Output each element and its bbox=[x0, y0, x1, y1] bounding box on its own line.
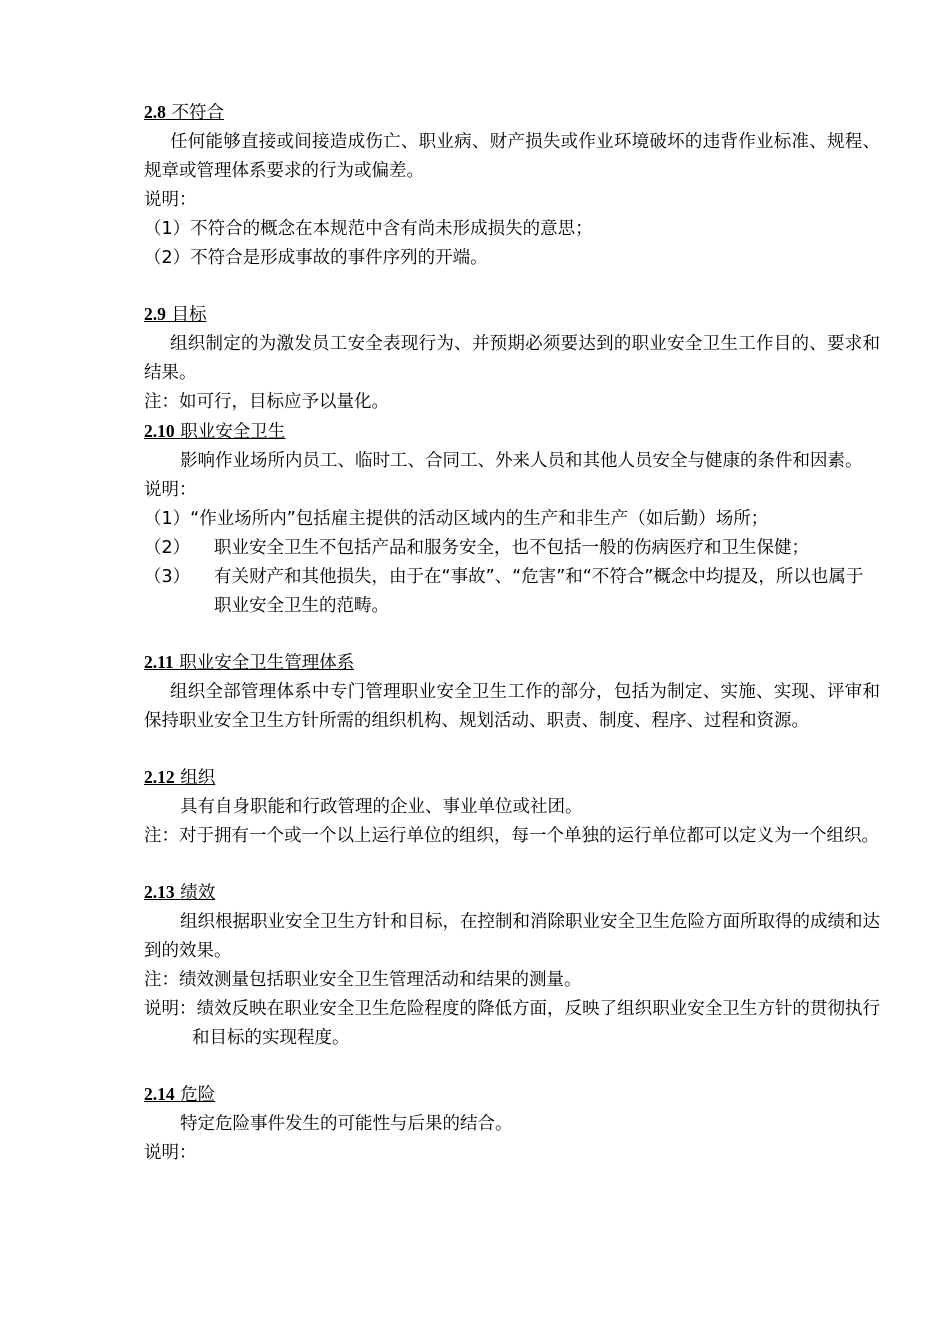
note-label: 说明： bbox=[144, 190, 197, 210]
section-2-12 bbox=[144, 763, 880, 851]
section-heading: 2.14 危险 bbox=[144, 1084, 216, 1105]
section-2-8 bbox=[144, 98, 880, 273]
explanation: 说明：绩效反映在职业安全卫生危险程度的降低方面，反映了组织职业安全卫生方针的贯彻执行和目标的实现程度。 bbox=[144, 999, 880, 1048]
document-page bbox=[144, 98, 880, 1168]
section-2-9 bbox=[144, 300, 880, 417]
section-body: 组织全部管理体系中专门管理职业安全卫生工作的部分，包括为制定、实施、实现、评审和保持职业安全卫生方针所需的组织机构、规划活动、职责、制度、程序、过程和资源。 bbox=[144, 682, 880, 731]
list-item: （3） 有关财产和其他损失，由于在“事故”、“危害”和“不符合”概念中均提及，所以也属于职业安全卫生的范畴。 bbox=[144, 567, 864, 616]
list-item: （2） 职业安全卫生不包括产品和服务安全，也不包括一般的伤病医疗和卫生保健； bbox=[144, 538, 809, 558]
list-item: （1） “作业场所内”包括雇主提供的活动区域内的生产和非生产（如后勤）场所； bbox=[144, 509, 769, 529]
section-body: 影响作业场所内员工、临时工、合同工、外来人员和其他人员安全与健康的条件和因素。 bbox=[180, 451, 863, 471]
section-heading: 2.11 职业安全卫生管理体系 bbox=[144, 652, 355, 673]
section-body: 具有自身职能和行政管理的企业、事业单位或社团。 bbox=[180, 797, 583, 817]
note: 注：绩效测量包括职业安全卫生管理活动和结果的测量。 bbox=[144, 970, 582, 990]
section-heading: 2.8 不符合 bbox=[144, 102, 224, 123]
section-body: 组织根据职业安全卫生方针和目标，在控制和消除职业安全卫生危险方面所取得的成绩和达到的效果。 bbox=[144, 912, 880, 961]
list-item: （2） 不符合是形成事故的事件序列的开端。 bbox=[144, 248, 488, 268]
list-item: （1） 不符合的概念在本规范中含有尚未形成损失的意思； bbox=[144, 219, 593, 239]
section-body: 组织制定的为激发员工安全表现行为、并预期必须要达到的职业安全卫生工作目的、要求和结果。 bbox=[144, 334, 880, 383]
note: 注：对于拥有一个或一个以上运行单位的组织，每一个单独的运行单位都可以定义为一个组织。 bbox=[144, 826, 879, 846]
section-body: 任何能够直接或间接造成伤亡、职业病、财产损失或作业环境破坏的违背作业标准、规程、规章或管理体系要求的行为或偏差。 bbox=[144, 132, 880, 181]
section-heading: 2.9 目标 bbox=[144, 304, 207, 325]
note: 注：如可行，目标应予以量化。 bbox=[144, 392, 389, 412]
section-2-14 bbox=[144, 1080, 880, 1168]
section-heading: 2.10 职业安全卫生 bbox=[144, 421, 286, 442]
section-2-11 bbox=[144, 648, 880, 736]
section-2-10 bbox=[144, 417, 880, 621]
section-heading: 2.13 绩效 bbox=[144, 882, 216, 903]
section-2-13 bbox=[144, 878, 880, 1053]
note-label: 说明： bbox=[144, 1143, 197, 1163]
section-heading: 2.12 组织 bbox=[144, 767, 216, 788]
section-body: 特定危险事件发生的可能性与后果的结合。 bbox=[180, 1114, 513, 1134]
note-label: 说明： bbox=[144, 480, 197, 500]
